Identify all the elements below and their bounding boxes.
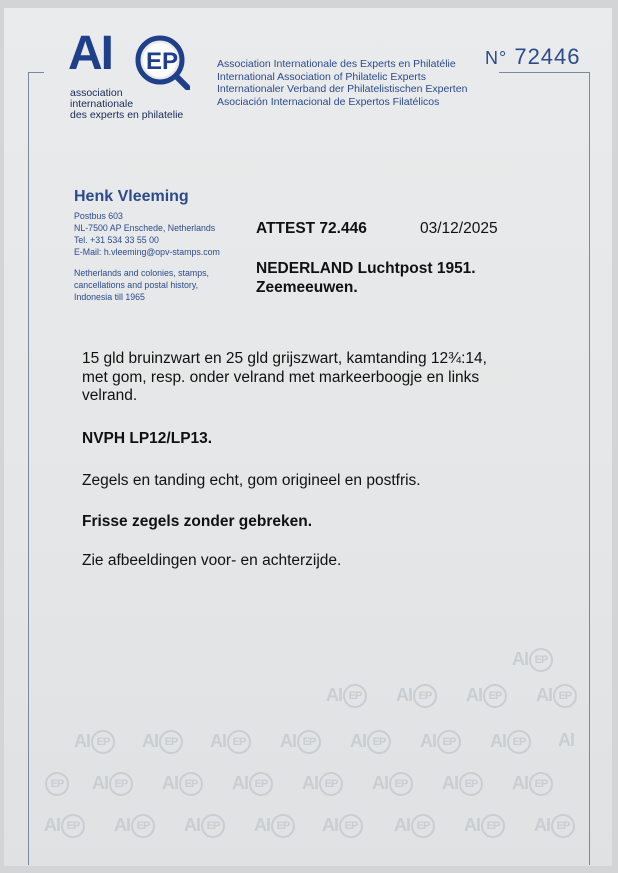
attest-subject: NEDERLAND Luchtpost 1951. Zeemeeuwen. bbox=[256, 260, 476, 296]
authenticity-statement: Zegels en tanding echt, gom origineel en postfris. bbox=[82, 472, 421, 489]
certificate-number bbox=[485, 44, 581, 70]
logo-ep-text: EP bbox=[146, 48, 179, 75]
certificate-page: AI EP association internationale des experts en philatelie Association Internationale des Experts en Philatélie International Association of Philatelic Experts Internationaler Verband der Philatelistischen Experten Asociación Internacional de Expertos Filatélicos N° 72446 Henk Vleeming Postbus 603 NL-7500 AP Enschede, Netherlands Tel. +31 534 33 55 00 E-Mail: h.vleeming@opv-stamps.com Netherlands and colonies, stamps, cancellations and postal history, Indonesia till 1965 ATTEST 72.446 03/12/2025 NEDERLAND Luchtpost 1951. Zeemeeuwen. 15 gld bruinzwart en 25 gld grijszwart, kamtanding 12¾:14, met gom, resp. onder velrand met markeerboogje en links velrand. NVPH LP12/LP13. Zegels en tanding echt, gom origineel en postfris. Frisse zegels zonder gebreken. Zie afbeeldingen voor- en achterzijde. AI EP AI EP AI EP AI EP AI EP AI EP AI EP AI EP AI EP AI EP AI EP AI EP AI EP AI EP AI EP AI EP AI EP AI EP AI EP AI EP AI EP AI EP AI EP AI EP AI EP AI EP AI EP AI EP bbox=[4, 8, 612, 866]
images-reference: Zie afbeeldingen voor- en achterzijde. bbox=[82, 552, 342, 569]
logo-subtitle: association internationale des experts en philatelie bbox=[70, 87, 184, 121]
expert-block bbox=[74, 188, 220, 303]
condition-statement: Frisse zegels zonder gebreken. bbox=[82, 513, 313, 530]
aiep-logo bbox=[68, 27, 208, 122]
attest-date: 03/12/2025 bbox=[420, 220, 498, 237]
magnifier-logo-icon bbox=[134, 34, 190, 90]
catalog-number: NVPH LP12/LP13. bbox=[82, 430, 213, 447]
expert-name: Henk Vleeming bbox=[74, 188, 189, 205]
number-value: 72446 bbox=[514, 44, 581, 69]
logo-mark: AI bbox=[68, 27, 112, 80]
expert-phone: Tel. +31 534 33 55 00 bbox=[74, 235, 159, 245]
attest-label: ATTEST 72.446 bbox=[256, 220, 367, 237]
expert-address-line: Postbus 603 bbox=[74, 211, 123, 221]
expert-specialty: Netherlands and colonies, stamps, cancellations and postal history, Indonesia till 1965 bbox=[74, 268, 209, 302]
association-names: Association Internationale des Experts en Philatélie International Association of Philatelic Experts Internationaler Verband der Philatelistischen Experten Asociación Internacional de Expertos Filatélicos bbox=[217, 58, 468, 108]
stamp-description: 15 gld bruinzwart en 25 gld grijszwart, kamtanding 12¾:14, met gom, resp. onder velrand met markeerboogje en links velrand. bbox=[82, 350, 487, 404]
number-prefix: N° bbox=[485, 48, 508, 68]
expert-address-line: NL-7500 AP Enschede, Netherlands bbox=[74, 223, 216, 233]
expert-email: E-Mail: h.vleeming@opv-stamps.com bbox=[74, 247, 220, 257]
